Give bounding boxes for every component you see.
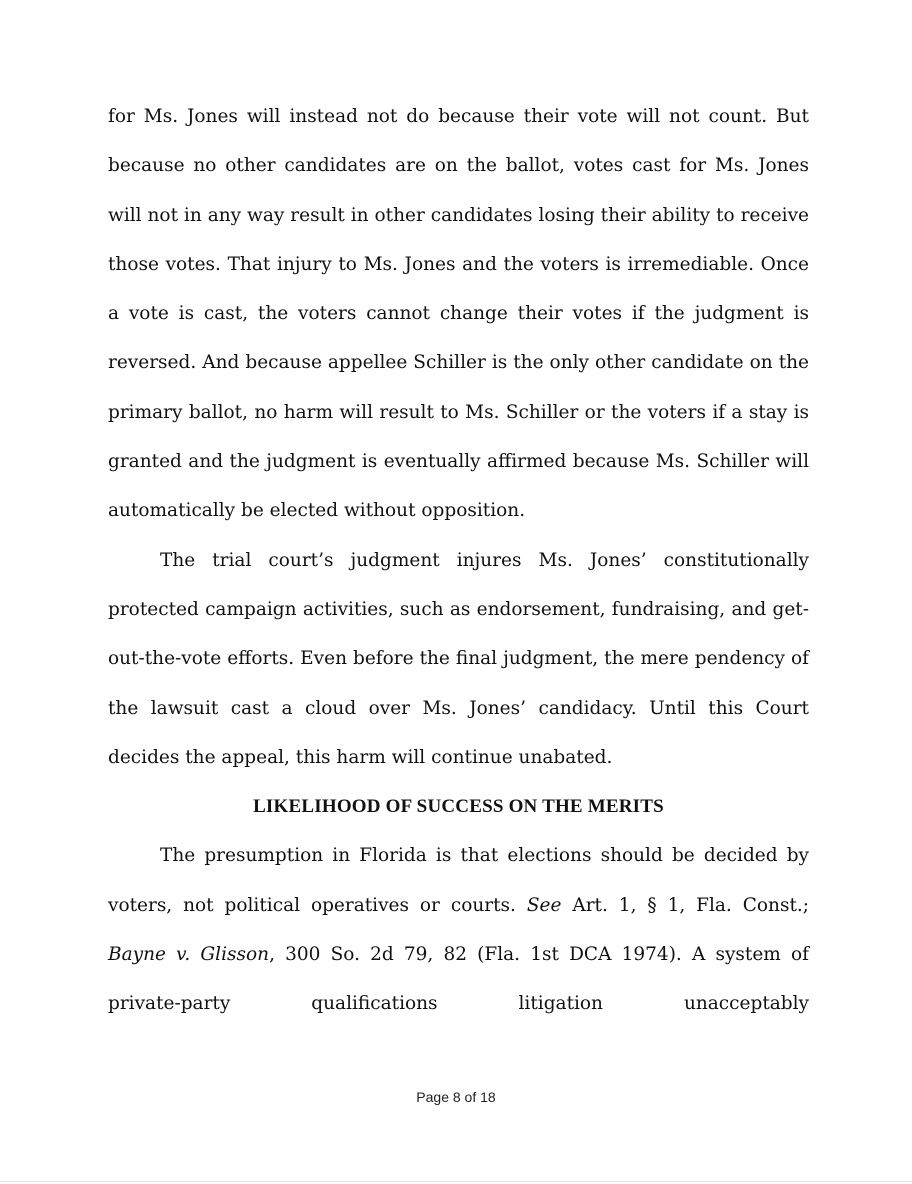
case-citation: , 300 So. 2d 79, 82 (Fla. 1st DCA 1974). A system of private-party qualifications litigation unacceptably <box>108 944 809 1015</box>
document-body <box>108 92 809 1029</box>
see-signal: See <box>526 894 562 916</box>
paragraph-presumption <box>108 831 809 1028</box>
page-number: Page 8 of 18 <box>416 1089 496 1105</box>
presumption-text: The presumption in Florida is that elections should be decided by voters, not political operatives or courts. <box>108 845 809 916</box>
paragraph-irreparable-harm: for Ms. Jones will instead not do because their vote will not count. But because no other candidates are on the ballot, votes cast for Ms. Jones will not in any way result in other candidates losing their ability to receive those votes. That injury to Ms. Jones and the voters is irremediable. Once a vote is cast, the voters cannot change their votes if the judgment is reversed. And because appellee Schiller is the only other candidate on the primary ballot, no harm will result to Ms. Schiller or the voters if a stay is granted and the judgment is eventually affirmed because Ms. Schiller will automatically be elected without opposition. <box>108 106 809 522</box>
case-name: Bayne v. Glisson <box>108 944 270 966</box>
constitution-citation: Art. 1, § 1, Fla. Const.; <box>561 894 809 916</box>
paragraph-campaign-injury: The trial court’s judgment injures Ms. Jones’ constitutionally protected campaign activities, such as endorsement, fundraising, and get-out-the-vote efforts. Even before the final judgment, the mere pendency of the lawsuit cast a cloud over Ms. Jones’ candidacy. Until this Court decides the appeal, this harm will continue unabated. <box>108 549 809 768</box>
section-heading: LIKELIHOOD OF SUCCESS ON THE MERITS <box>253 796 664 818</box>
